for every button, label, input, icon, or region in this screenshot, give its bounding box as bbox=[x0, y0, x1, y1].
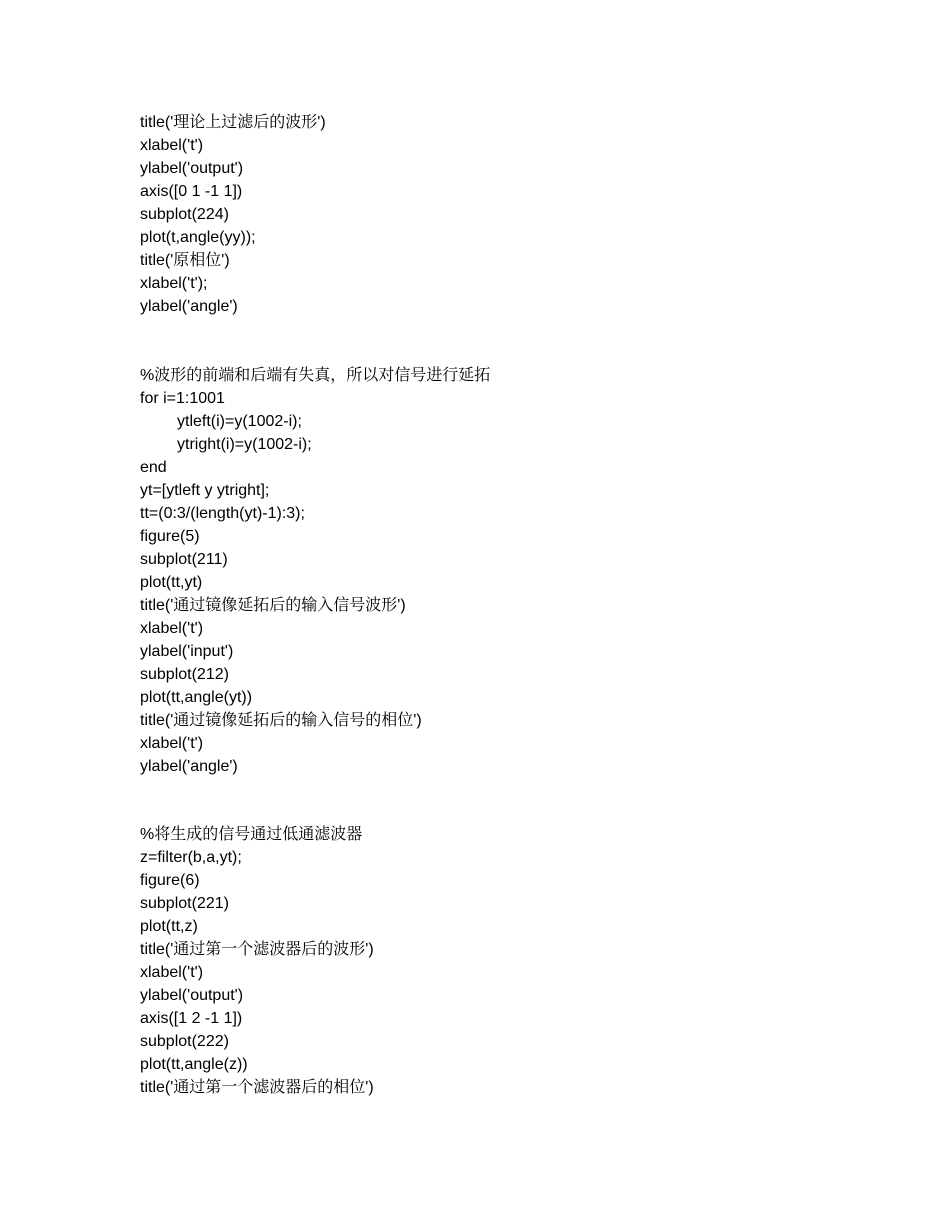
code-line: yt=[ytleft y ytright]; bbox=[140, 482, 270, 499]
code-line: xlabel('t') bbox=[140, 137, 204, 154]
code-line: title('通过镜像延拓后的输入信号波形') bbox=[140, 597, 406, 614]
code-line: plot(t,angle(yy)); bbox=[140, 229, 256, 246]
code-line: xlabel('t') bbox=[140, 735, 204, 752]
code-line: title('通过第一个滤波器后的波形') bbox=[140, 941, 374, 958]
code-line: plot(tt,yt) bbox=[140, 574, 203, 591]
code-line: axis([0 1 -1 1]) bbox=[140, 183, 243, 200]
code-line: subplot(221) bbox=[140, 895, 229, 912]
code-line: plot(tt,angle(yt)) bbox=[140, 689, 253, 706]
code-line: title('通过第一个滤波器后的相位') bbox=[140, 1079, 374, 1096]
code-line: xlabel('t') bbox=[140, 964, 204, 981]
code-line: figure(6) bbox=[140, 872, 200, 889]
code-line: for i=1:1001 bbox=[140, 390, 225, 407]
code-line: axis([1 2 -1 1]) bbox=[140, 1010, 243, 1027]
code-line: z=filter(b,a,yt); bbox=[140, 849, 242, 866]
code-line: ylabel('angle') bbox=[140, 758, 238, 775]
code-line: subplot(222) bbox=[140, 1033, 229, 1050]
code-line: tt=(0:3/(length(yt)-1):3); bbox=[140, 505, 305, 522]
code-line: %波形的前端和后端有失真，所以对信号进行延拓 bbox=[140, 367, 491, 384]
code-line: subplot(211) bbox=[140, 551, 228, 568]
code-line: plot(tt,angle(z)) bbox=[140, 1056, 248, 1073]
code-line: figure(5) bbox=[140, 528, 200, 545]
code-block-signal-extension bbox=[140, 364, 490, 778]
code-line: plot(tt,z) bbox=[140, 918, 198, 935]
code-line: ytright(i)=y(1002-i); bbox=[177, 436, 312, 453]
code-line: ylabel('output') bbox=[140, 987, 244, 1004]
code-line: subplot(212) bbox=[140, 666, 229, 683]
code-line: subplot(224) bbox=[140, 206, 229, 223]
code-line: ylabel('output') bbox=[140, 160, 244, 177]
code-line: title('原相位') bbox=[140, 252, 230, 269]
code-block-lowpass-filter bbox=[140, 823, 374, 1099]
code-line: %将生成的信号通过低通滤波器 bbox=[140, 826, 363, 843]
code-line: title('通过镜像延拓后的输入信号的相位') bbox=[140, 712, 422, 729]
code-line: xlabel('t') bbox=[140, 620, 204, 637]
code-line: end bbox=[140, 459, 167, 476]
code-line: title('理论上过滤后的波形') bbox=[140, 114, 326, 131]
code-line: xlabel('t'); bbox=[140, 275, 208, 292]
code-line: ytleft(i)=y(1002-i); bbox=[177, 413, 302, 430]
code-line: ylabel('input') bbox=[140, 643, 234, 660]
code-block-plot-labels bbox=[140, 111, 326, 318]
code-line: ylabel('angle') bbox=[140, 298, 238, 315]
